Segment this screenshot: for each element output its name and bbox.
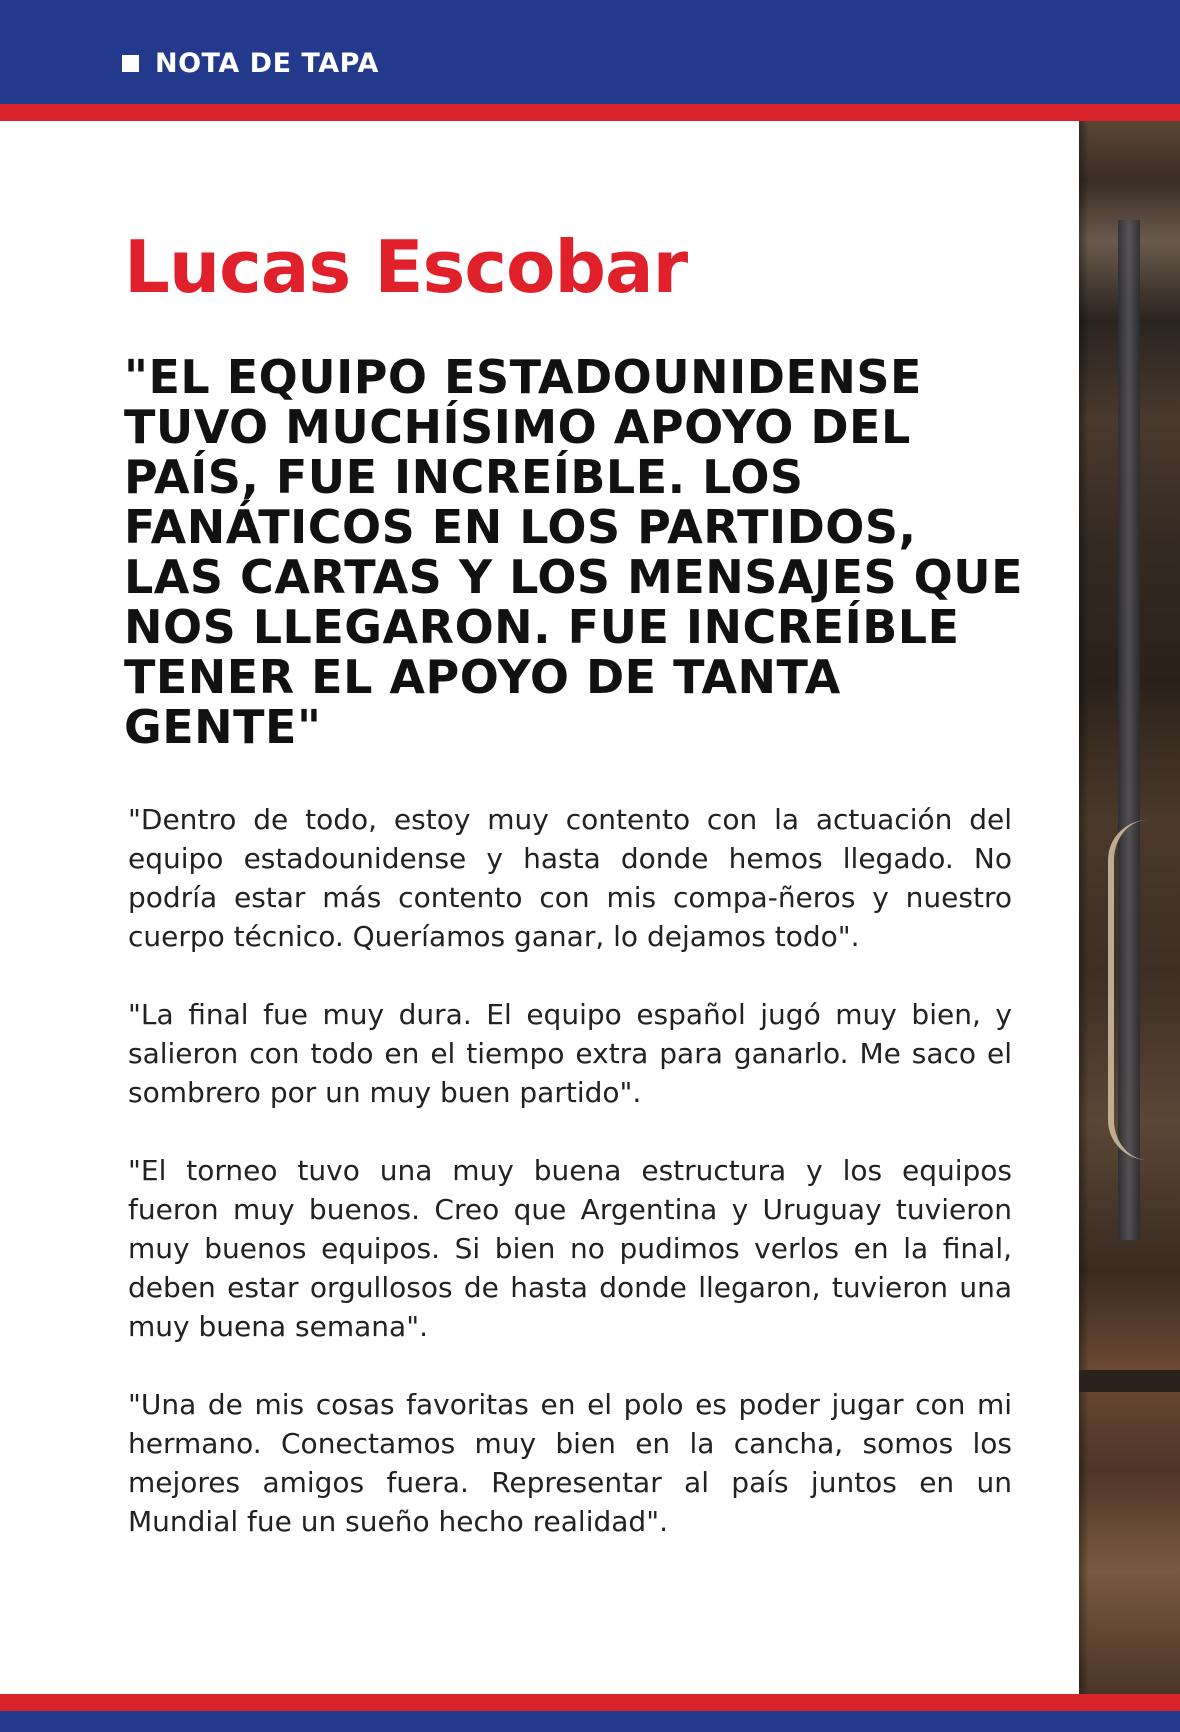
quote-paragraph: "El torneo tuvo una muy buena estructura y los equipos fueron muy buenos. Creo que Argentina y Uruguay tuvieron muy buenos equipos. Si bien no pudimos verlos en la final, deben estar orgullosos de hasta donde llegaron, tuvieron una muy buena semana". xyxy=(128,1154,1012,1343)
article-body xyxy=(128,800,1012,1580)
footer-band xyxy=(0,1711,1180,1732)
square-bullet-icon xyxy=(122,55,139,72)
quote-paragraph: "La final fue muy dura. El equipo español jugó muy bien, y salieron con todo en el tiempo extra para ganarlo. Me saco el sombrero por un muy buen partido". xyxy=(128,998,1012,1109)
footer-accent-stripe xyxy=(0,1694,1180,1711)
cover-photo-detail xyxy=(1079,1370,1180,1392)
headline-quote: "EL EQUIPO ESTADOUNIDENSE TUVO MUCHÍSIMO APOYO DEL PAÍS, FUE INCREÍBLE. LOS FANÁTICOS EN LOS PARTIDOS, LAS CARTAS Y LOS MENSAJES QUE NOS LLEGARON. FUE INCREÍBLE TENER EL APOYO DE TANTA GENTE" xyxy=(124,350,1024,754)
player-name: Lucas Escobar xyxy=(124,225,688,309)
section-label-text: NOTA DE TAPA xyxy=(155,48,379,79)
quote-paragraph: "Dentro de todo, estoy muy contento con la actuación del equipo estadounidense y hasta donde hemos llegado. No podría estar más contento con mis compa-ñeros y nuestro cuerpo técnico. Queríamos ganar, lo dejamos todo". xyxy=(128,803,1012,953)
quote-paragraph: "Una de mis cosas favoritas en el polo es poder jugar con mi hermano. Conectamos muy bien en la cancha, somos los mejores amigos fuera. Representar al país juntos en un Mundial fue un sueño hecho realidad". xyxy=(128,1388,1012,1538)
header-accent-stripe xyxy=(0,104,1180,121)
cover-photo-detail xyxy=(1108,820,1174,1160)
section-label xyxy=(122,50,379,77)
